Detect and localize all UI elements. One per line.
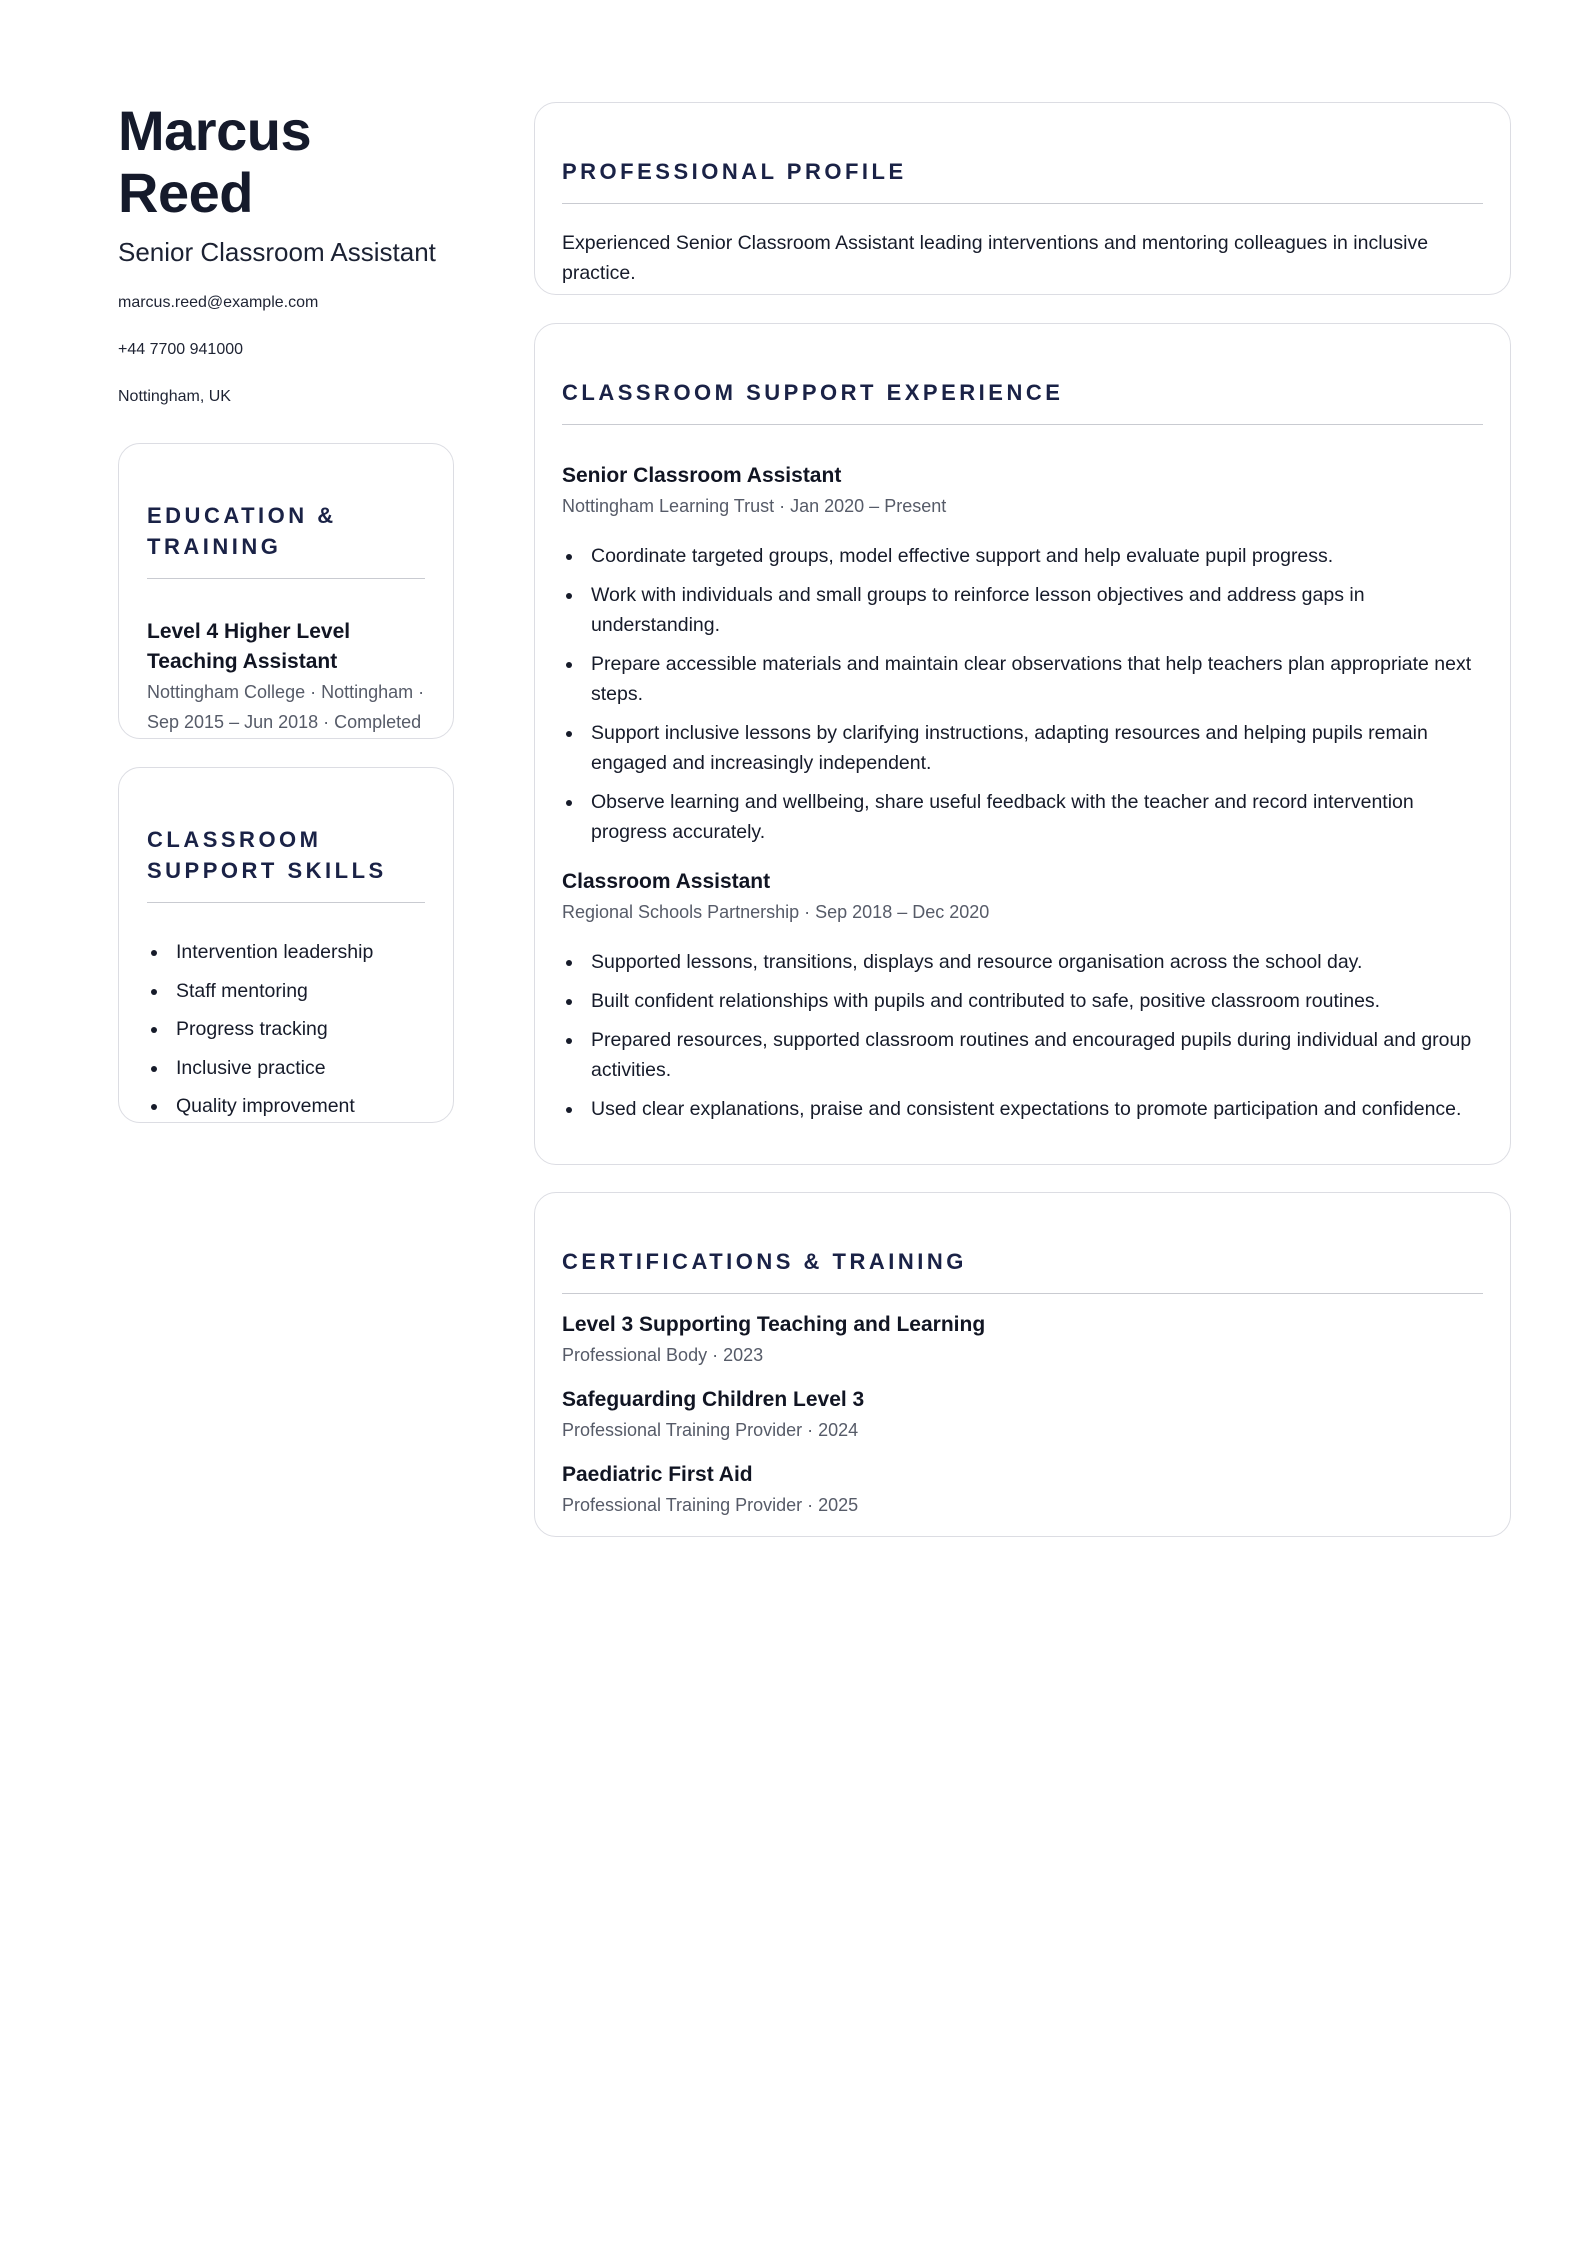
skills-list [147, 937, 425, 1121]
cert-item [562, 1385, 1483, 1445]
divider [562, 424, 1483, 425]
experience-card [534, 323, 1511, 1165]
job-bullet: Prepare accessible materials and maintain clear observations that help teachers plan appropriate next steps. [562, 649, 1483, 709]
profile-summary: Experienced Senior Classroom Assistant leading interventions and mentoring colleagues in inclusive practice. [562, 232, 1429, 284]
skill-item: Quality improvement [147, 1091, 425, 1121]
job-title: Classroom Assistant [562, 870, 771, 893]
cert-meta: Professional Body · 2023 [562, 1345, 764, 1365]
education-card [118, 443, 454, 739]
job-bullet: Work with individuals and small groups to reinforce lesson objectives and address gaps in understanding. [562, 580, 1483, 640]
profile-card [534, 102, 1511, 295]
cert-meta: Professional Training Provider · 2025 [562, 1495, 859, 1515]
job-bullet: Support inclusive lessons by clarifying instructions, adapting resources and helping pupils remain engaged and increasingly independent. [562, 718, 1483, 778]
job-bullets [562, 947, 1483, 1124]
divider [562, 1293, 1483, 1294]
job-entry [562, 461, 1483, 847]
divider [147, 902, 425, 903]
divider [147, 578, 425, 579]
education-item [147, 617, 425, 737]
cert-item [562, 1310, 1483, 1370]
sidebar-header [118, 100, 454, 433]
job-bullet: Coordinate targeted groups, model effective support and help evaluate pupil progress. [562, 541, 1483, 571]
contact-info [118, 292, 454, 433]
cert-meta: Professional Training Provider · 2024 [562, 1420, 859, 1440]
email-text: marcus.reed@example.com [118, 294, 319, 312]
candidate-name: Marcus Reed [118, 99, 312, 224]
job-meta: Nottingham Learning Trust · Jan 2020 – Present [562, 496, 947, 516]
skill-item: Progress tracking [147, 1014, 425, 1044]
job-meta: Regional Schools Partnership · Sep 2018 – Dec 2020 [562, 902, 990, 922]
cert-title: Safeguarding Children Level 3 [562, 1388, 865, 1411]
skill-item: Staff mentoring [147, 976, 425, 1006]
certifications-card [534, 1192, 1511, 1537]
phone-text: +44 7700 941000 [118, 341, 244, 359]
skill-item: Intervention leadership [147, 937, 425, 967]
job-bullet: Observe learning and wellbeing, share useful feedback with the teacher and record intervention progress accurately. [562, 787, 1483, 847]
job-title: Senior Classroom Assistant [562, 464, 842, 487]
job-bullets [562, 541, 1483, 847]
section-heading-skills: CLASSROOM SUPPORT SKILLS [147, 827, 387, 883]
education-title: Level 4 Higher Level Teaching Assistant [147, 620, 351, 673]
cert-title: Paediatric First Aid [562, 1463, 753, 1486]
cert-item [562, 1460, 1483, 1520]
section-heading-education: EDUCATION & TRAINING [147, 503, 337, 559]
skill-item: Inclusive practice [147, 1053, 425, 1083]
location-text: Nottingham, UK [118, 388, 231, 406]
divider [562, 203, 1483, 204]
skills-card [118, 767, 454, 1123]
job-entry [562, 867, 1483, 1124]
job-bullet: Used clear explanations, praise and consistent expectations to promote participation and confidence. [562, 1094, 1483, 1124]
education-meta: Nottingham College · Nottingham · Sep 2015 – Jun 2018 · Completed [147, 682, 425, 732]
job-bullet: Supported lessons, transitions, displays and resource organisation across the school day. [562, 947, 1483, 977]
section-heading-profile: PROFESSIONAL PROFILE [562, 159, 907, 184]
candidate-title: Senior Classroom Assistant [118, 237, 436, 268]
section-heading-experience: CLASSROOM SUPPORT EXPERIENCE [562, 380, 1064, 405]
cert-title: Level 3 Supporting Teaching and Learning [562, 1313, 986, 1336]
job-bullet: Built confident relationships with pupils and contributed to safe, positive classroom routines. [562, 986, 1483, 1016]
job-bullet: Prepared resources, supported classroom routines and encouraged pupils during individual and group activities. [562, 1025, 1483, 1085]
section-heading-certifications: CERTIFICATIONS & TRAINING [562, 1249, 967, 1274]
